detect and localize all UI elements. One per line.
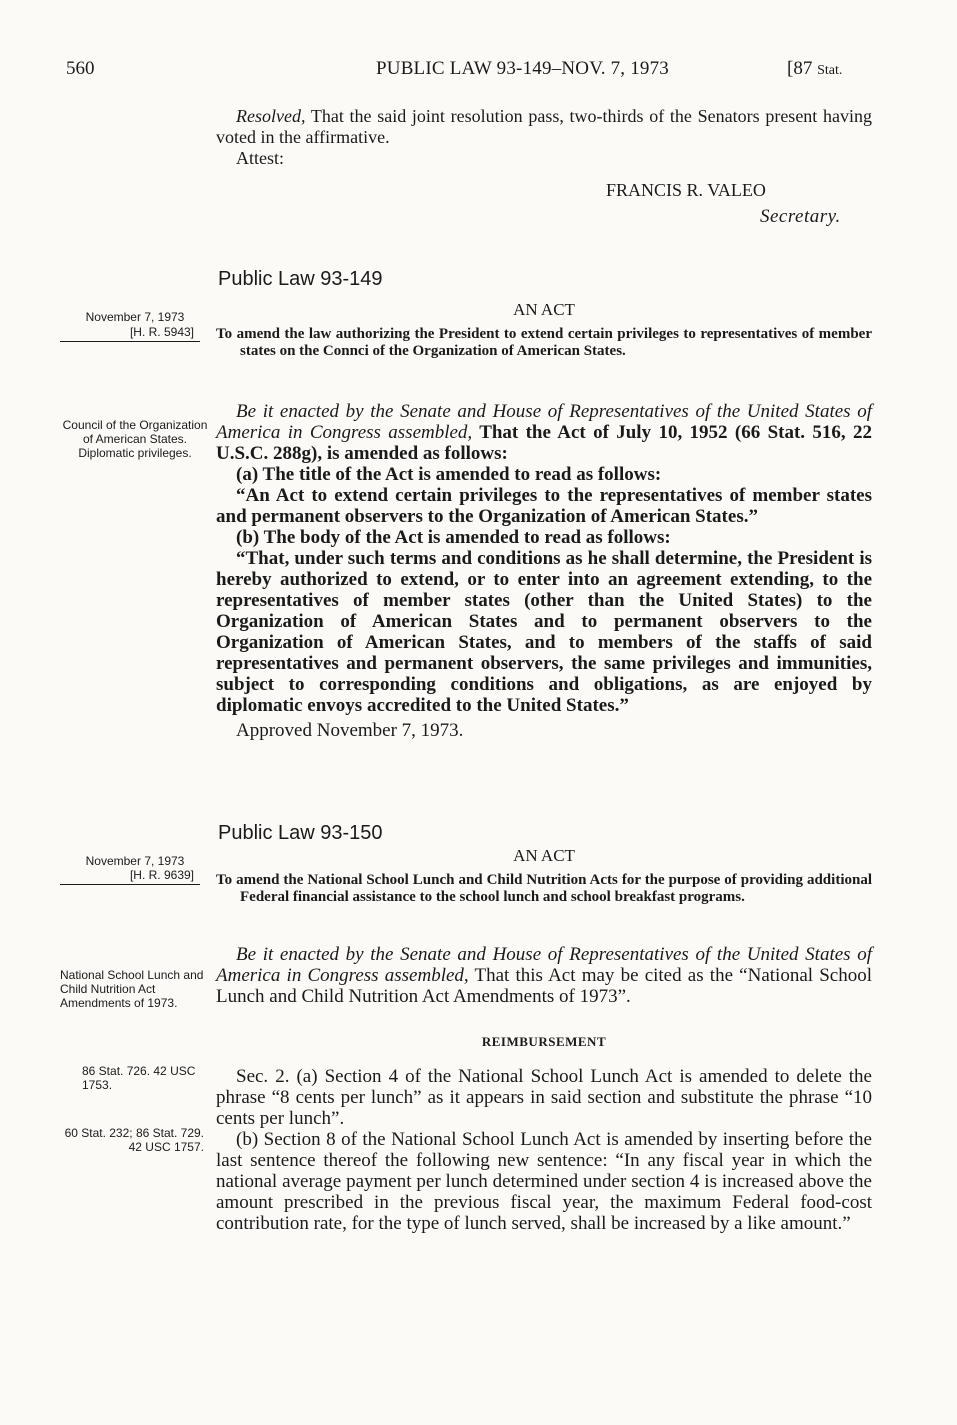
law2-enacting [216,944,872,1007]
volume-reference [787,58,842,80]
law1-enacting-clause: Be it enacted by the Senate and House of Representatives of the United States of America in Congress assembled, [216,401,872,443]
law2-margin-cite-2: 60 Stat. 232; 86 Stat. 729. 42 USC 1757. [64,1126,204,1154]
law1-margin-topic: Council of the Organization of American States. Diplomatic privileges. [62,418,208,460]
law1-an-act: AN ACT [513,300,575,319]
volume-number: [87 [787,58,818,79]
law1-body [216,401,872,741]
law2-margin-cite-1: 86 Stat. 726. 42 USC 1753. [82,1064,196,1092]
resolved-label: Resolved, [236,106,306,126]
law1-purpose: To amend the law authorizing the President to extend certain privileges to representatives of member states on the Connci of the Organization of American States. [216,326,872,359]
volume-stat: Stat. [817,63,843,78]
law2-section-2 [216,1066,872,1234]
law1-title: Public Law 93-149 [218,268,383,290]
law1-enacting-text: That the Act of July 10, 1952 (66 Stat. 516, 22 U.S.C. 288g), is amended as follows: [216,422,872,464]
page-number: 560 [66,58,95,79]
law1-subsection-b: (b) The body of the Act is amended to read as follows: [236,527,671,548]
running-head: PUBLIC LAW 93-149–NOV. 7, 1973 [376,58,670,79]
law2-enacting-clause: Be it enacted by the Senate and House of Representatives of the United States of America in Congress assembled, [216,944,872,986]
law1-approved: Approved November 7, 1973. [236,720,464,741]
law2-title: Public Law 93-150 [218,822,383,844]
signer-name: FRANCIS R. VALEO [606,180,766,200]
prior-resolution [216,106,872,169]
law2-section-2a: Sec. 2. (a) Section 4 of the National School Lunch Act is amended to delete the phrase “8 cents per lunch” as it appears in said section and substitute the phrase “10 cents per lunch”. [216,1066,872,1129]
law2-purpose: To amend the National School Lunch and Child Nutrition Acts for the purpose of providing additional Federal financial assistance to the school lunch and school breakfast programs. [216,872,872,905]
law1-margin-date: November 7, 1973 [85,310,185,324]
law1-margin-bill [60,325,200,342]
law2-an-act: AN ACT [513,846,575,865]
law1-subsection-b-quote: “That, under such terms and conditions as he shall determine, the President is hereby authorized to extend, or to enter into an agreement extending, to the representatives of member states (other than the United States) to the Organization of American States and to permanent observers to the Organization of American States, and to members of the staffs of said representatives and permanent observers, the same privileges and immunities, subject to corresponding conditions and obligations, as are enjoyed by diplomatic envoys accredited to the United States.” [216,548,872,716]
law1-bill-number: [H. R. 5943] [60,325,200,342]
law1-subsection-a: (a) The title of the Act is amended to read as follows: [236,464,662,485]
signer-title: Secretary. [760,206,841,227]
law2-enacting-text: That this Act may be cited as the “National School Lunch and Child Nutrition Act Amendments of 1973”. [216,965,872,1007]
attest-label: Attest: [236,148,284,168]
law1-subsection-a-quote: “An Act to extend certain privileges to the representatives of member states and permanent observers to the Organization of American States.” [216,485,872,527]
law2-margin-bill [60,868,200,885]
reimbursement-heading: REIMBURSEMENT [481,1034,607,1049]
resolved-text: That the said joint resolution pass, two-thirds of the Senators present having voted in the affirmative. [216,106,872,147]
law2-margin-date: November 7, 1973 [85,854,185,868]
law2-bill-number: [H. R. 9639] [60,868,200,885]
law2-margin-topic: National School Lunch and Child Nutrition Act Amendments of 1973. [60,968,204,1010]
law2-section-2b: (b) Section 8 of the National School Lunch Act is amended by inserting before the last sentence thereof the following new sentence: “In any fiscal year in which the national average payment per lunch determined under section 4 is increased above the amount prescribed in the previous fiscal year, the maximum Federal food-cost contribution rate, for the type of lunch served, shall be increased by a like amount.” [216,1129,872,1234]
